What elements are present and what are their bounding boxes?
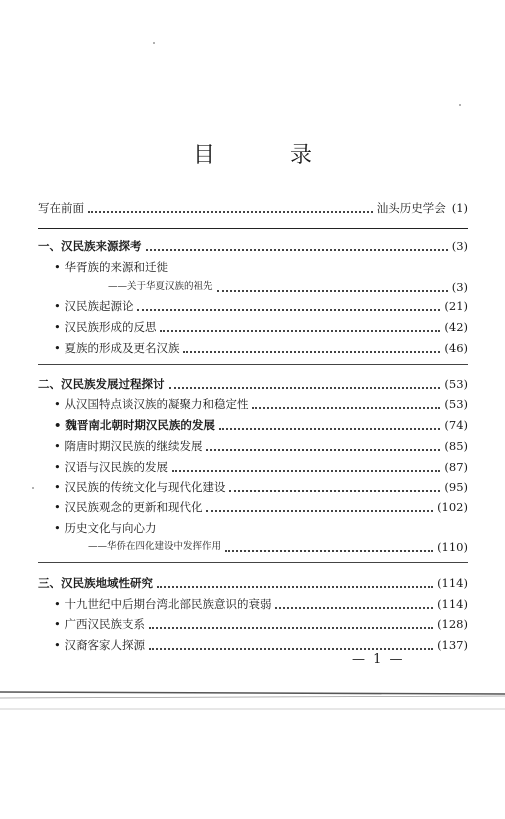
- toc-entry-label: • 汉民族起源论: [54, 298, 133, 314]
- section-page: (3): [451, 239, 468, 253]
- toc-entry-page: (21): [444, 299, 468, 313]
- toc-entry-label: • 十九世纪中后期台湾北部民族意识的衰弱: [54, 596, 271, 612]
- toc-entry: [54, 594, 468, 612]
- toc-section-heading: [38, 573, 468, 591]
- dot-leader: [137, 308, 440, 311]
- toc-entry-page: (3): [451, 280, 468, 294]
- section-divider: [38, 562, 468, 563]
- toc-subentry-label: ——华侨在四化建设中发挥作用: [88, 541, 222, 552]
- toc-entry-label: • 从汉国特点谈汉族的凝聚力和稳定性: [54, 396, 248, 412]
- toc-entry: [54, 317, 468, 335]
- scan-speck: [459, 104, 461, 106]
- toc-subentry-label: ——关于华夏汉族的祖先: [108, 281, 213, 292]
- toc-section-heading: [38, 236, 468, 254]
- dot-leader: [219, 427, 441, 430]
- toc-entry-page: (42): [444, 320, 468, 334]
- toc-preface-page: (1): [451, 201, 468, 215]
- toc-entry-page: (46): [444, 341, 468, 355]
- toc-entry-page: (110): [437, 540, 468, 554]
- toc-entry-label: • 汉民族观念的更新和现代化: [54, 499, 202, 515]
- toc-entry-page: (114): [437, 597, 468, 611]
- section-heading-label: 二、汉民族发展过程探讨: [38, 377, 165, 391]
- toc-entry-page: (102): [437, 500, 468, 514]
- page-title: 目 录: [193, 143, 346, 168]
- toc-entry-page: (87): [444, 460, 468, 474]
- dot-leader: [172, 469, 440, 472]
- toc-entry: [54, 296, 468, 314]
- toc-entry: [54, 518, 468, 536]
- toc-entry: [54, 477, 468, 495]
- dot-leader: [146, 248, 448, 251]
- dot-leader: [225, 549, 433, 552]
- toc-entry-label: • 汉裔客家人探源: [54, 637, 145, 653]
- toc-entry-page: (74): [444, 418, 468, 432]
- section-divider: [38, 228, 468, 229]
- dot-leader: [217, 289, 448, 292]
- dot-leader: [149, 626, 433, 629]
- toc-entry-label: • 汉民族的传统文化与现代化建设: [54, 479, 225, 495]
- toc-entry: [54, 614, 468, 632]
- toc-subentry: [108, 277, 468, 295]
- section-heading-label: 三、汉民族地域性研究: [38, 576, 153, 590]
- toc-entry-label: • 隋唐时期汉民族的继续发展: [54, 438, 202, 454]
- toc-entry-label: • 夏族的形成及更名汉族: [54, 340, 179, 356]
- toc-entry-page: (95): [444, 480, 468, 494]
- toc-subentry: [88, 537, 468, 555]
- toc-entry-page: (53): [444, 397, 468, 411]
- page-number: — 1 —: [352, 652, 405, 667]
- toc-entry: [54, 436, 468, 454]
- toc-entry-page: (128): [437, 617, 468, 631]
- dot-leader: [149, 647, 433, 650]
- dot-leader: [157, 585, 433, 588]
- dot-leader: [275, 606, 433, 609]
- dot-leader: [252, 406, 440, 409]
- dot-leader: [229, 489, 440, 492]
- toc-entry-label: • 华胥族的来源和迁徙: [54, 259, 168, 275]
- section-page: (53): [444, 377, 468, 391]
- toc-entry-page: (137): [437, 638, 468, 652]
- toc-entry: [54, 497, 468, 515]
- section-heading-label: 一、汉民族来源探考: [38, 239, 142, 253]
- toc-preface-author: 汕头历史学会: [376, 201, 446, 215]
- dot-leader: [206, 509, 433, 512]
- section-page: (114): [437, 576, 468, 590]
- toc-entry: [54, 415, 468, 433]
- section-divider: [38, 364, 468, 365]
- scan-edge-lines: [0, 680, 505, 720]
- dot-leader: [160, 329, 440, 332]
- toc-entry-label: • 历史文化与向心力: [54, 520, 156, 536]
- dot-leader: [169, 386, 441, 389]
- toc-entry-label: • 魏晋南北朝时期汉民族的发展: [54, 417, 215, 433]
- dot-leader: [183, 350, 440, 353]
- toc-entry-label: • 汉民族形成的反思: [54, 319, 156, 335]
- toc-entry: [54, 257, 468, 275]
- toc-entry: [54, 338, 468, 356]
- toc-section-heading: [38, 374, 468, 392]
- toc-preface-row: [38, 198, 468, 216]
- toc-entry: [54, 635, 468, 653]
- scan-speck: [32, 487, 34, 489]
- toc-entry-label: • 广西汉民族支系: [54, 616, 145, 632]
- dot-leader: [88, 210, 373, 213]
- toc-preface-label: 写在前面: [38, 201, 84, 215]
- toc-entry: [54, 394, 468, 412]
- toc-entry-page: (85): [444, 439, 468, 453]
- toc-entry-label: • 汉语与汉民族的发展: [54, 459, 168, 475]
- scan-speck: [153, 42, 155, 44]
- dot-leader: [206, 448, 440, 451]
- toc-entry: [54, 457, 468, 475]
